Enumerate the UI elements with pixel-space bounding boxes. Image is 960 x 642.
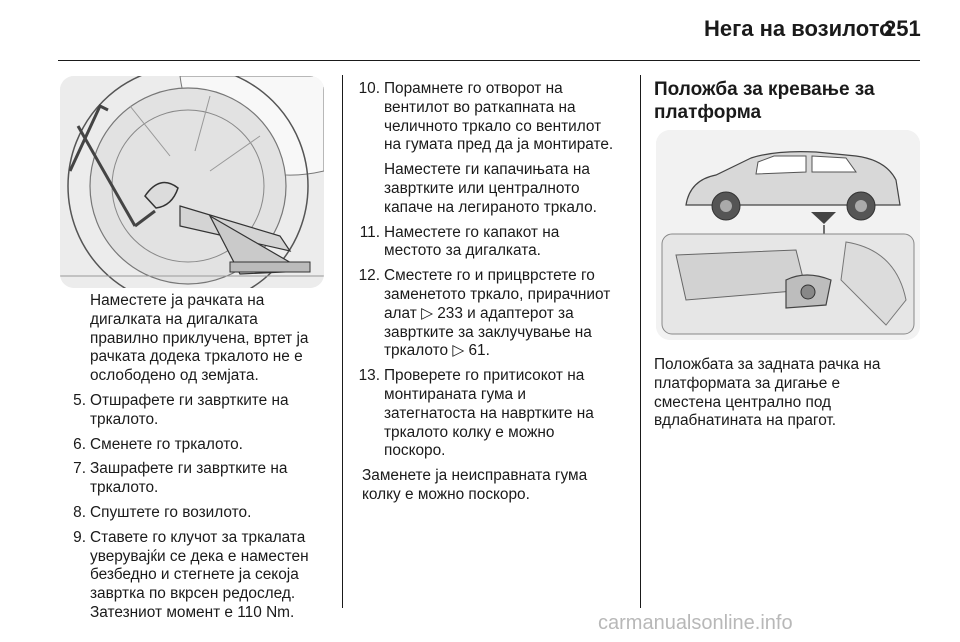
step-number: 11. bbox=[359, 223, 380, 241]
text-line: дигалката на дигалката bbox=[90, 310, 258, 328]
text-line: Сместете го и прицврстете го bbox=[384, 267, 595, 285]
text-line: Отшрафете ги завртките на bbox=[90, 391, 289, 409]
text-line: Ставете го клучот за тркалата bbox=[90, 528, 306, 546]
column-divider-right bbox=[640, 75, 641, 608]
text-line: безбедно и стегнете ја секоја bbox=[90, 566, 299, 584]
lift-point-description bbox=[654, 356, 924, 431]
text-line: Наместете го капакот на bbox=[384, 223, 560, 241]
text-line: вентилот во раткапната на bbox=[384, 98, 576, 116]
step-number: 12. bbox=[358, 267, 380, 285]
step-number: 13. bbox=[358, 367, 380, 385]
step-4-continuation bbox=[62, 292, 330, 386]
step-number: 8. bbox=[73, 503, 86, 521]
step-9 bbox=[62, 529, 330, 623]
text-line: тркалото. bbox=[90, 410, 159, 428]
step-number: 7. bbox=[73, 460, 86, 478]
text-line: заменетото тркало, прирачниот bbox=[384, 285, 611, 303]
step-6 bbox=[62, 436, 330, 455]
text-line: рачката додека тркалото не е bbox=[90, 348, 303, 366]
lift-point-illustration bbox=[656, 130, 920, 340]
text-fragment: и адаптерот за bbox=[462, 304, 574, 322]
step-10 bbox=[356, 80, 632, 155]
step-8 bbox=[62, 504, 330, 523]
text-line: Наместете ја рачката на bbox=[90, 292, 265, 309]
text-line: Проверете го притисокот на bbox=[384, 367, 585, 385]
text-line: Зашрафете ги завртките на bbox=[90, 460, 288, 478]
text-line: колку е можно поскоро. bbox=[362, 485, 530, 503]
text-line: завртките или централното bbox=[384, 179, 580, 197]
page-number: 251 bbox=[884, 16, 921, 41]
text-line: Заменете ја неисправната гума bbox=[362, 467, 588, 485]
jack-illustration bbox=[60, 76, 324, 288]
text-line: тркалото колку е можно bbox=[384, 423, 555, 441]
text-line: сместена централно под bbox=[654, 393, 832, 411]
text-line: на гумата пред да ја монтирате. bbox=[384, 136, 614, 154]
text-line: завртка по вкрсен редослед. bbox=[90, 585, 296, 603]
step-12 bbox=[356, 267, 632, 361]
step-number: 5. bbox=[73, 391, 86, 409]
text-line-with-reference bbox=[384, 305, 632, 324]
step-number: 10. bbox=[358, 80, 380, 97]
text-line: поскоро. bbox=[384, 442, 446, 460]
step-11 bbox=[356, 224, 632, 262]
page-reference-link[interactable]: 61. bbox=[468, 342, 490, 360]
lift-point-illustration-drawing bbox=[656, 130, 920, 340]
left-column bbox=[62, 292, 330, 629]
step-7 bbox=[62, 460, 330, 498]
page-header-title: Нега на возилото bbox=[704, 16, 893, 41]
text-line: Сменете го тркалото. bbox=[90, 435, 243, 453]
text-line: ослободено од земјата. bbox=[90, 367, 259, 385]
middle-column bbox=[356, 80, 632, 505]
text-line-with-reference bbox=[384, 342, 632, 361]
page-reference-link[interactable]: 233 bbox=[437, 304, 463, 322]
text-line: челичното тркало со вентилот bbox=[384, 117, 602, 135]
text-line: правилно приклучена, вртет ја bbox=[90, 329, 309, 347]
column-divider-left bbox=[342, 75, 343, 608]
text-line: Спуштете го возилото. bbox=[90, 503, 252, 521]
text-fragment: алат bbox=[384, 304, 422, 322]
text-line: платформата за дигање е bbox=[654, 374, 841, 392]
step-10-note bbox=[356, 161, 632, 217]
page-reference-arrow-icon: ▷ bbox=[421, 304, 433, 322]
text-line: Положбата за задната рачка на bbox=[654, 356, 881, 373]
step-number: 6. bbox=[73, 435, 86, 453]
right-column bbox=[654, 78, 924, 124]
step-13 bbox=[356, 367, 632, 461]
section-heading bbox=[654, 78, 924, 124]
text-line: монтираната гума и bbox=[384, 385, 526, 403]
text-line: капаче на легираното тркало. bbox=[384, 198, 597, 216]
text-line: вдлабнатината на прагот. bbox=[654, 412, 837, 430]
text-line: тркалото. bbox=[90, 479, 159, 497]
watermark: carmanualsonline.info bbox=[598, 612, 793, 634]
text-line: Затезниот момент е 110 Nm. bbox=[90, 603, 295, 621]
text-fragment: тркалото bbox=[384, 342, 453, 360]
page-reference-arrow-icon: ▷ bbox=[452, 342, 465, 360]
heading-line: платформа bbox=[654, 102, 762, 123]
text-line: завртките за заклучување на bbox=[384, 323, 592, 341]
text-line: Наместете ги капачињата на bbox=[384, 161, 590, 179]
step-number: 9. bbox=[73, 528, 86, 546]
step-5 bbox=[62, 392, 330, 430]
text-line: затегнатоста на навртките на bbox=[384, 404, 594, 422]
text-line: Порамнете го отворот на bbox=[384, 80, 563, 97]
replacement-note bbox=[356, 467, 632, 505]
text-line: уверувајќи се дека е наместен bbox=[90, 547, 309, 565]
header-divider bbox=[58, 60, 920, 61]
right-column-body bbox=[654, 356, 924, 431]
jack-illustration-drawing bbox=[60, 76, 324, 288]
text-line: местото за дигалката. bbox=[384, 242, 541, 260]
heading-line: Положба за кревање за bbox=[654, 79, 875, 100]
